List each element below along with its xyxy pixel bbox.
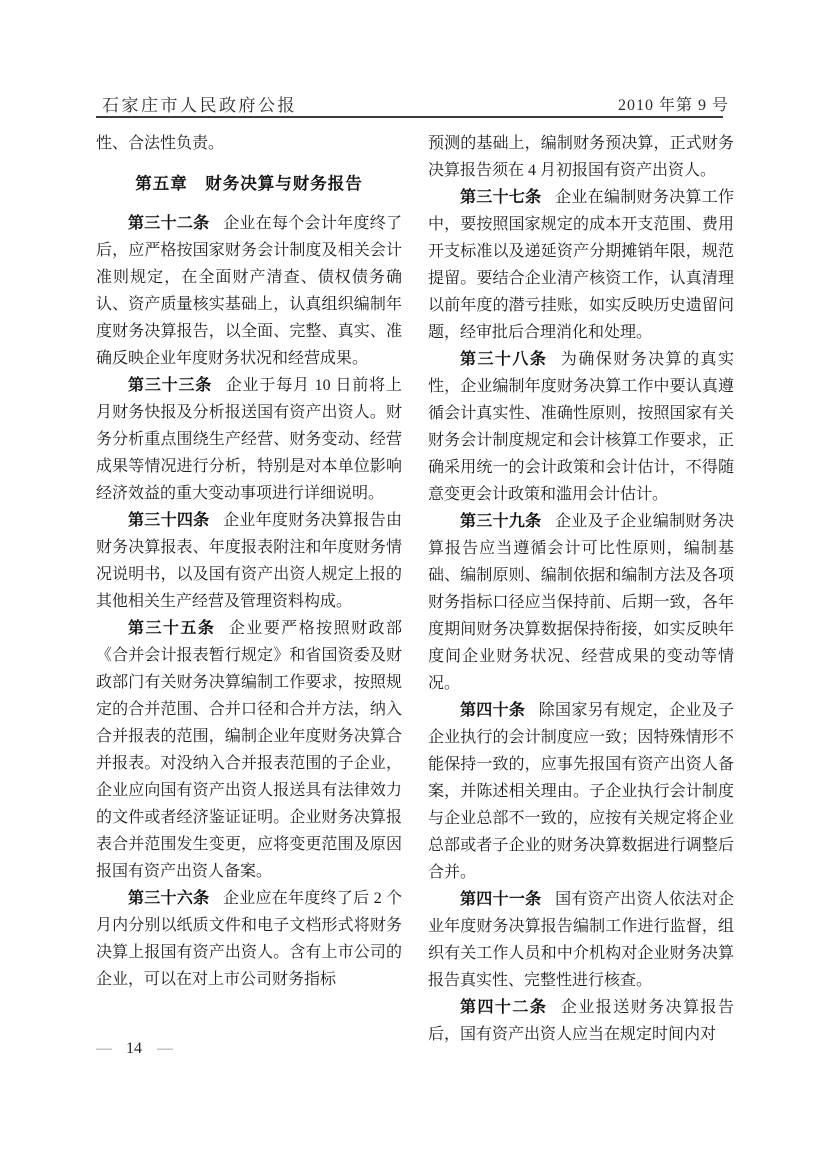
article-number: 第四十二条	[460, 999, 548, 1016]
article-paragraph-36	[96, 885, 402, 993]
article-paragraph-32	[96, 210, 402, 372]
continuation-paragraph: 预测的基础上，编制财务预决算，正式财务决算报告须在 4 月初报国有资产出资人。	[428, 135, 734, 179]
continuation-paragraph: 性、合法性负责。	[96, 135, 225, 152]
article-text: 企业于每月 10 日前将上月财务快报及分析报送国有资产出资人。财务分析重点围绕生产经营、财务变动、经营成果等情况进行分析，特别是对本单位影响经济效益的重大变动事项进行详细说明。	[96, 377, 402, 502]
article-number: 第四十条	[460, 702, 526, 719]
left-column	[96, 130, 402, 993]
article-text: 国有资产出资人依法对企业年度财务决算报告编制工作进行监督，组织有关工作人员和中介机构对企业财务决算报告真实性、完整性进行核查。	[428, 891, 734, 989]
article-number: 第三十三条	[128, 377, 213, 394]
article-paragraph-42	[428, 994, 734, 1048]
chapter-heading: 第五章 财务决算与财务报告	[135, 174, 363, 193]
article-number: 第三十六条	[128, 890, 210, 907]
article-paragraph-34	[96, 507, 402, 615]
publication-title: 石家庄市人民政府公报	[102, 96, 297, 115]
article-paragraph-33	[96, 372, 402, 507]
article-text: 企业在每个会计年度终了后，应严格按国家财务会计制度及相关会计准则规定，在全面财产清查、债权债务确认、资产质量核实基础上，认真组织编制年度财务决算报告，以全面、完整、真实、准确反映企业年度财务状况和经营成果。	[96, 215, 402, 367]
article-paragraph-40	[428, 697, 734, 886]
header-divider	[96, 116, 723, 118]
article-text: 企业报送财务决算报告后，国有资产出资人应当在规定时间内对	[428, 999, 734, 1043]
page-number	[96, 1040, 172, 1058]
article-paragraph-41	[428, 886, 734, 994]
footer-dash-right: —	[157, 1040, 172, 1057]
article-number: 第三十二条	[128, 215, 210, 232]
article-number: 第三十九条	[460, 513, 542, 530]
article-text: 为确保财务决算的真实性，企业编制年度财务决算工作中要认真遵循会计真实性、准确性原则，按照国家有关财务会计制度规定和会计核算工作要求，正确采用统一的会计政策和会计估计，不得随意变更会计政策和滥用会计估计。	[428, 351, 734, 503]
article-paragraph-38	[428, 346, 734, 508]
right-column	[428, 130, 734, 1048]
issue-number: 2010 年第 9 号	[618, 97, 730, 114]
article-number: 第三十四条	[128, 512, 210, 529]
article-text: 企业应在年度终了后 2 个月内分别以纸质文件和电子文档形式将财务决算上报国有资产出资人。含有上市公司的企业，可以在对上市公司财务指标	[96, 890, 402, 988]
article-text: 除国家另有规定，企业及子企业执行的会计制度应一致；因特殊情形不能保持一致的，应事先报国有资产出资人备案，并陈述相关理由。子企业执行会计制度与企业总部不一致的，应按有关规定将企业总部或者子企业的财务决算数据进行调整后合并。	[428, 702, 734, 881]
article-number: 第三十五条	[128, 620, 216, 637]
article-text: 企业及子企业编制财务决算报告应当遵循会计可比性原则，编制基础、编制原则、编制依据和编制方法及各项财务指标口径应当保持前、后期一致，各年度期间财务决算数据保持衔接，如实反映年度间企业财务状况、经营成果的变动等情况。	[428, 513, 734, 692]
article-number: 第三十八条	[460, 351, 548, 368]
article-paragraph-37	[428, 184, 734, 346]
article-number: 第三十七条	[460, 189, 542, 206]
article-paragraph-35	[96, 615, 402, 885]
article-number: 第四十一条	[460, 891, 542, 908]
article-text: 企业要严格按照财政部《合并会计报表暂行规定》和省国资委及财政部门有关财务决算编制工作要求，按照规定的合并范围、合并口径和合并方法，纳入合并报表的范围，编制企业年度财务决算合并报表。对没纳入合并报表范围的子企业，企业应向国有资产出资人报送具有法律效力的文件或者经济鉴证证明。企业财务决算报表合并范围发生变更，应将变更范围及原因报国有资产出资人备案。	[96, 620, 402, 880]
article-paragraph-39	[428, 508, 734, 697]
footer-dash-left: —	[96, 1040, 111, 1057]
article-text: 企业在编制财务决算工作中，要按照国家规定的成本开支范围、费用开支标准以及递延资产分期摊销年限，规范提留。要结合企业清产核资工作，认真清理以前年度的潜亏挂账，如实反映历史遗留问题，经审批后合理消化和处理。	[428, 189, 734, 341]
article-text: 企业年度财务决算报告由财务决算报表、年度报表附注和年度财务情况说明书，以及国有资产出资人规定上报的其他相关生产经营及管理资料构成。	[96, 512, 402, 610]
footer-page-number: 14	[126, 1040, 142, 1057]
